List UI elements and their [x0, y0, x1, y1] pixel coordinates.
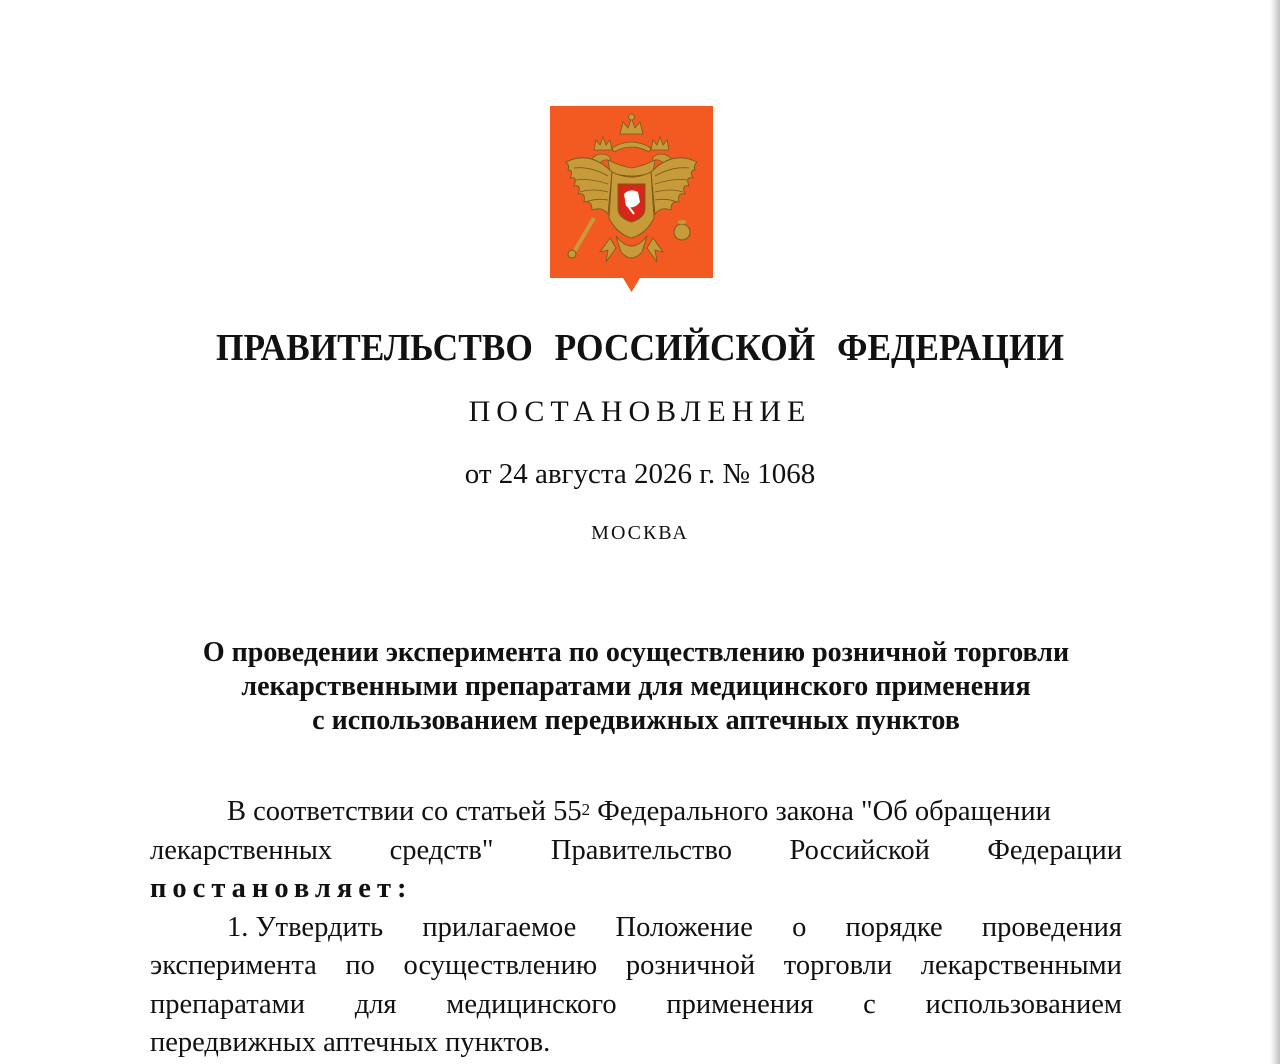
- body-word: использованием: [925, 988, 1122, 1020]
- subject-line: с использованием передвижных аптечных пунктов: [312, 705, 960, 736]
- body-word: для: [354, 988, 397, 1020]
- body-word: лекарственными: [920, 950, 1122, 981]
- superscript: 2: [581, 800, 591, 819]
- body-word: торговли: [783, 950, 893, 981]
- body-line: [150, 986, 1122, 1025]
- body-word: розничной: [625, 950, 756, 981]
- body-word: лекарственных: [150, 834, 333, 866]
- body-word: Федерации: [987, 834, 1122, 866]
- body-line: [150, 947, 1122, 986]
- body-word: осуществлению: [403, 950, 598, 981]
- body-word: с: [863, 988, 876, 1020]
- body-word: Положение: [615, 911, 753, 943]
- document-subject: [150, 636, 1122, 738]
- document-date-number: от 24 августа 2026 г. № 1068: [464, 458, 816, 490]
- body-line: [150, 909, 1122, 948]
- document-body: [150, 793, 1122, 1063]
- body-word: препаратами: [150, 988, 305, 1020]
- body-line: [150, 832, 1122, 871]
- body-line: [150, 793, 1122, 832]
- russian-coat-of-arms-icon: [550, 106, 713, 292]
- page-edge-shadow: [1270, 0, 1280, 1064]
- subject-line: лекарственными препаратами для медицинского применения: [241, 671, 1031, 702]
- body-word: Правительство: [550, 834, 733, 866]
- document-type: ПОСТАНОВЛЕНИЕ: [468, 395, 812, 428]
- body-line: передвижных аптечных пунктов.: [150, 1027, 551, 1058]
- body-word: порядке: [845, 911, 943, 943]
- body-word: Российской: [789, 834, 930, 866]
- body-word: по: [345, 950, 375, 981]
- body-word: медицинского: [446, 988, 617, 1020]
- body-word: применения: [666, 988, 814, 1020]
- body-text-fragment: Федерального закона "Об обращении: [597, 796, 1051, 827]
- body-word: 1. Утвердить: [227, 911, 384, 943]
- body-word: средств": [389, 834, 494, 866]
- body-word: эксперимента: [150, 950, 317, 981]
- body-word: прилагаемое: [422, 911, 577, 943]
- body-text-fragment: В соответствии со статьей 55: [227, 796, 582, 827]
- body-line: [150, 870, 1122, 909]
- decree-word: постановляет:: [150, 873, 413, 904]
- subject-line: О проведении эксперимента по осуществлению розничной торговли: [202, 637, 1070, 668]
- government-title: ПРАВИТЕЛЬСТВО РОССИЙСКОЙ ФЕДЕРАЦИИ: [216, 327, 1064, 369]
- body-word: о: [792, 911, 807, 943]
- body-word: проведения: [981, 911, 1122, 943]
- document-city: МОСКВА: [591, 522, 689, 544]
